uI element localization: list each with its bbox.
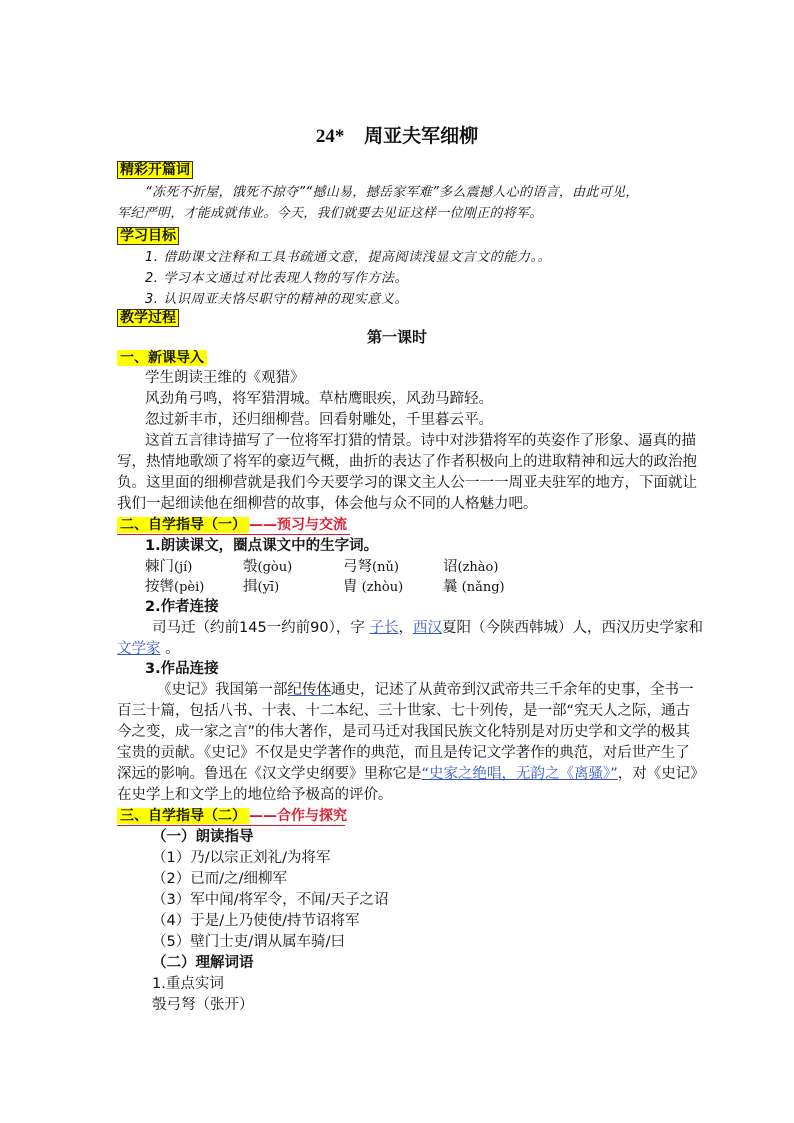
literati-link[interactable]: 文学家 [117, 641, 161, 657]
objective-item: 3. 认识周亚夫恪尽职守的精神的现实意义。 [145, 292, 409, 307]
part3-sub2: （二）理解词语 [152, 955, 254, 971]
courtesy-name-link[interactable]: 子长 [369, 620, 399, 636]
lesson-heading: 第一课时 [366, 328, 427, 346]
objective-item: 2. 学习本文通过对比表现人物的写作方法。 [145, 271, 409, 286]
work-line: 在史学上和文学上的地位给予极高的评价。 [117, 787, 393, 803]
part2-sub1: 1.朗读课文，圈点课文中的生字词。 [145, 538, 379, 554]
poem-line-2: 忽过新丰市，还归细柳营。回看射雕处，千里暮云平。 [145, 412, 493, 428]
title-text: 周亚夫军细柳 [364, 125, 479, 147]
part2-sub2: 2.作者连接 [145, 599, 219, 615]
vocab-definition: 彀弓弩（张开） [152, 997, 254, 1013]
part3-sub2-1: 1.重点实词 [152, 976, 224, 992]
part2-heading: 二、自学指导（一） ——预习与交流 [117, 515, 347, 535]
reading-item: （4）于是/上乃使使/持节诏将军 [152, 913, 360, 929]
vocab-item: 棘门(jí) [145, 559, 193, 575]
part3-sub1: （一）朗读指导 [152, 829, 254, 845]
objective-item: 1. 借助课文注释和工具书疏通文意，提高阅读浅显文言文的能力。。 [145, 250, 552, 265]
part3-heading-tail: ——合作与探究 [249, 808, 347, 824]
part1-heading: 一、新课导入 [117, 348, 207, 368]
reading-item: （3）军中闻/将军令，不闻/天子之诏 [152, 892, 389, 908]
work-line: 今之变，成一家之言”的伟大著作，是司马迁对我国民族文化特别是对历史学和文学的极其 [117, 724, 691, 740]
vocab-item: 诏(zhào) [443, 559, 499, 575]
work-line: 深远的影响。鲁迅在《汉文学史纲要》里称它是“史家之绝唱，无韵之《离骚》”，对《史记》 [117, 766, 705, 782]
opening-line-1: “冻死不折屋，饿死不掠夺”“撼山易，撼岳家军难”多么震撼人心的语言，由此可见， [145, 185, 639, 200]
vocab-item: 按辔(pèi) [145, 579, 205, 595]
part1-paragraph: 学生朗读王维的《观猎》 [145, 370, 305, 386]
reading-item: （2）已而/之/细柳军 [152, 871, 287, 887]
work-line: 《史记》我国第一部纪传体通史，记述了从黄帝到汉武帝共三千余年的史事，全书一 [157, 682, 694, 698]
western-han-link[interactable]: 西汉 [413, 620, 442, 636]
work-line: 百三十篇，包括八书、十表、十二本纪、三十世家、七十列传，是一部“究天人之际，通古 [117, 703, 691, 719]
work-line: 宝贵的贡献。《史记》不仅是史学著作的典范，而且是传记文学著作的典范，对后世产生了 [117, 745, 690, 761]
biographical-style-link[interactable]: 纪传体 [287, 682, 331, 698]
author-line-1: 司马迁（约前145一约前90），字 子长，西汉夏阳（今陕西韩城）人，西汉历史学家和 [152, 620, 703, 636]
poem-line-1: 风劲角弓鸣，将军猎渭城。草枯鹰眼疾，风劲马蹄轻。 [145, 391, 493, 407]
vocab-item: 曩 (nǎng) [443, 579, 505, 595]
process-label: 教学过程 [117, 308, 179, 328]
opening-line-2: 军纪严明，才能成就伟业。今天，我们就要去见证这样一位刚正的将军。 [117, 206, 543, 221]
objectives-label: 学习目标 [117, 226, 179, 246]
part1-analysis: 写，热情地歌颂了将军的豪迈气概，曲折的表达了作者积极向上的进取精神和远大的政治抱 [117, 454, 697, 470]
author-line-2: 文学家 。 [117, 641, 180, 657]
reading-item: （1）乃/以宗正刘礼/为将军 [152, 850, 331, 866]
lesson-title [0, 124, 794, 149]
heading-underline [117, 534, 350, 535]
vocab-item: 胄 (zhòu) [343, 579, 404, 595]
part1-analysis: 负。这里面的细柳营就是我们今天要学习的课文主人公一一一周亚夫驻军的地方，下面就让 [117, 475, 697, 491]
heading-underline [117, 825, 345, 826]
part3-heading: 三、自学指导（二） ——合作与探究 [117, 806, 347, 826]
vocab-item: 彀(gòu) [243, 559, 293, 575]
part1-analysis: 这首五言律诗描写了一位将军打猎的情景。诗中对涉猎将军的英姿作了形象、逼真的描 [145, 433, 696, 449]
vocab-item: 揖(yī) [243, 579, 280, 595]
part1-analysis: 我们一起细读他在细柳营的故事，体会他与众不同的人格魅力吧。 [117, 496, 538, 512]
reading-item: （5）壁门士吏/谓从属车骑/曰 [152, 934, 345, 950]
vocab-item: 弓弩(nǔ) [343, 559, 399, 575]
lu-xun-quote[interactable]: “史家之绝唱，无韵之《离骚》” [421, 766, 618, 782]
title-number: 24* [315, 126, 345, 147]
part2-heading-tail: ——预习与交流 [249, 517, 347, 533]
opening-label: 精彩开篇词 [117, 160, 193, 180]
part2-sub3: 3.作品连接 [145, 661, 219, 677]
